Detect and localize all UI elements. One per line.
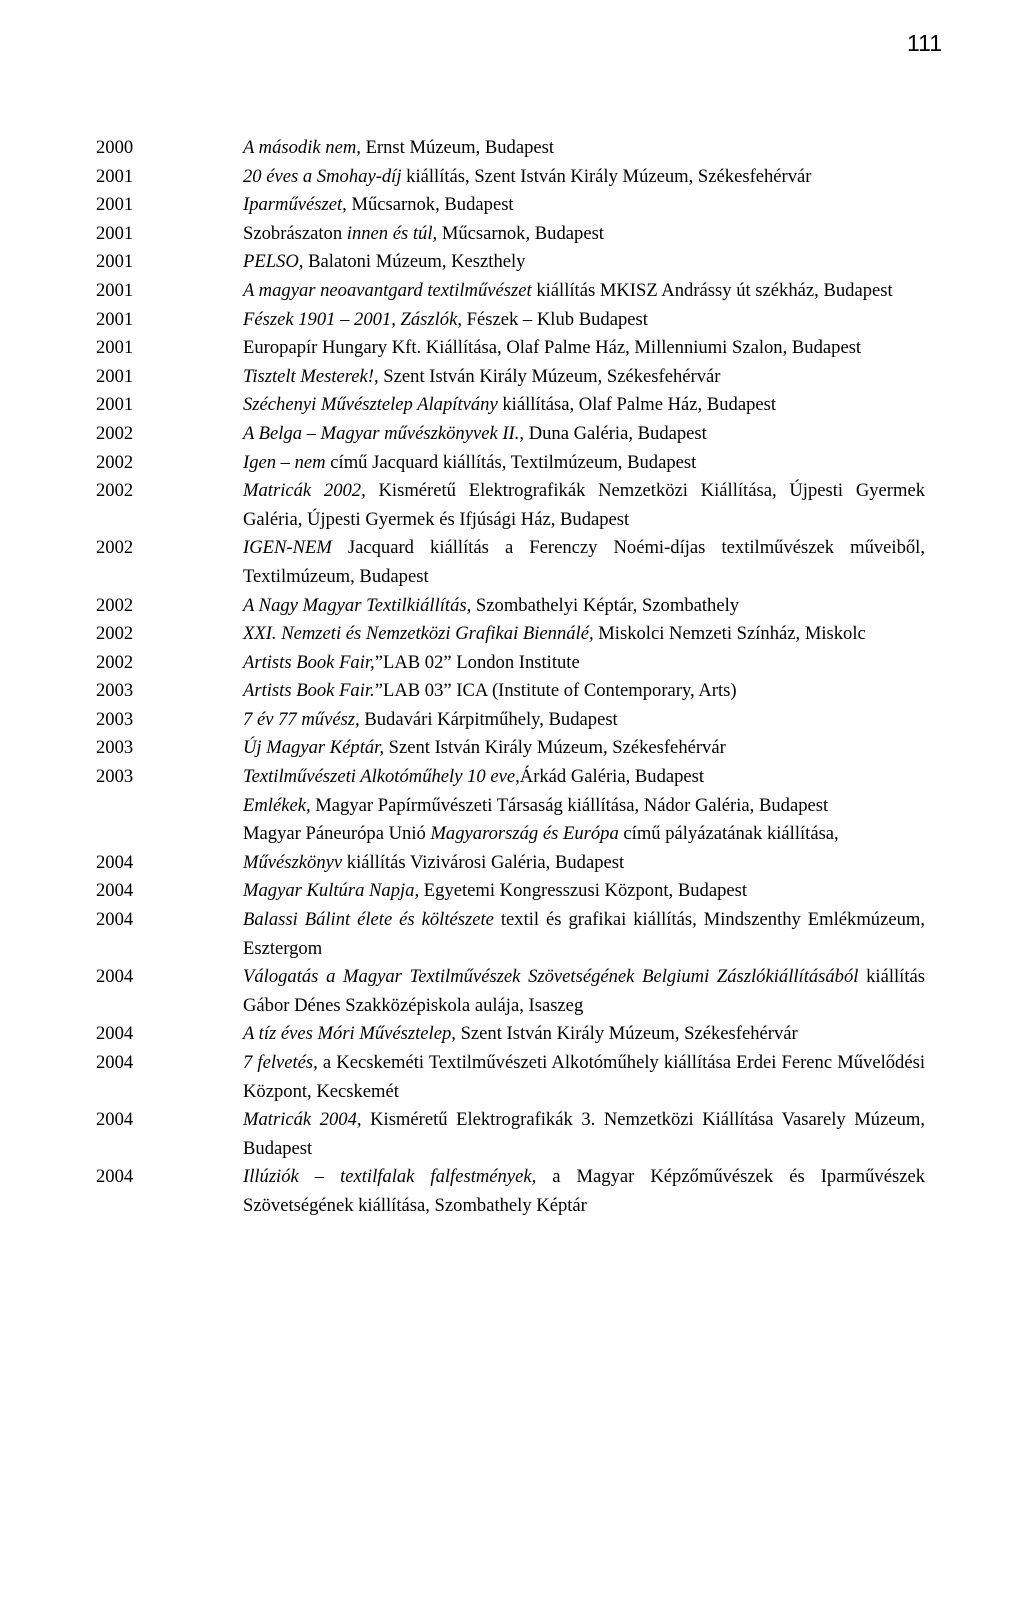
entry-year: 2003 (96, 766, 134, 788)
exhibition-entry (96, 877, 926, 906)
entry-year: 2002 (96, 623, 134, 645)
entry-description (243, 534, 925, 591)
entry-year: 2002 (96, 594, 134, 616)
entry-title: XXI. Nemzeti és Nemzetközi Grafikai Biennálé, (243, 623, 594, 645)
exhibition-entry (96, 363, 926, 392)
exhibition-list (96, 134, 926, 1221)
exhibition-entry (96, 191, 926, 220)
entry-title: A tíz éves Móri Művésztelep, (243, 1023, 456, 1045)
exhibition-entry (96, 849, 926, 878)
entry-description (243, 592, 925, 621)
exhibition-entry (96, 420, 926, 449)
entry-details: kiállítása, Olaf Palme Ház, Budapest (497, 394, 777, 416)
entry-details: Műcsarnok, Budapest (346, 194, 514, 216)
entry-details: , Szent István Király Múzeum, Székesfehérvár (374, 365, 721, 387)
entry-year: 2004 (96, 1166, 134, 1188)
entry-title: Artists Book Fair. (243, 680, 375, 702)
entry-description (243, 363, 925, 392)
entry-title: Textilművészeti Alkotóműhely 10 eve, (243, 766, 520, 788)
entry-description (243, 220, 925, 249)
entry-title: Széchenyi Művésztelep Alapítvány (243, 394, 498, 416)
entry-details: a Kecskeméti Textilművészeti Alkotóműhely kiállítása Erdei Ferenc Művelődési Központ, Kecskemét (243, 1052, 926, 1102)
entry-details: Europapír Hungary Kft. Kiállítása, Olaf Palme Ház, Millenniumi Szalon, Budapest (243, 337, 862, 359)
entry-description (243, 1106, 925, 1163)
entry-details: című pályázatának kiállítása, (618, 823, 839, 845)
exhibition-entry (96, 391, 926, 420)
exhibition-entry (96, 220, 926, 249)
exhibition-entry (96, 477, 926, 534)
entry-details: a Magyar Képzőművészek és Iparművészek Szövetségének kiállítása, Szombathely Képtár (243, 1166, 925, 1216)
entry-details: kiállítás MKISZ Andrássy út székház, Budapest (531, 279, 893, 301)
entry-details: ”LAB 02” London Institute (374, 651, 580, 673)
exhibition-entry (96, 963, 926, 1020)
exhibition-entry (96, 1163, 926, 1220)
entry-details: Szent István Király Múzeum, Székesfehérvár (384, 737, 726, 759)
exhibition-entry (96, 134, 926, 163)
entry-title: A magyar neoavantgard textilművészet (243, 279, 532, 301)
entry-description (243, 877, 925, 906)
exhibition-entry (96, 334, 926, 363)
entry-details: című Jacquard kiállítás, Textilmúzeum, Budapest (325, 451, 697, 473)
entry-description (243, 906, 925, 963)
entry-title: Balassi Bálint élete és költészete (243, 909, 494, 931)
entry-description (243, 391, 925, 420)
entry-description (243, 763, 925, 792)
entry-title: Művészkönyv (243, 851, 343, 873)
entry-details: , Duna Galéria, Budapest (519, 422, 707, 444)
entry-details: Egyetemi Kongresszusi Központ, Budapest (419, 880, 748, 902)
entry-details: kiállítás Gábor Dénes Szakközépiskola aulája, Isaszeg (243, 966, 925, 1016)
entry-description (243, 849, 925, 878)
entry-title: Magyarország és Európa (430, 823, 619, 845)
exhibition-entry (96, 1106, 926, 1163)
entry-title: Magyar Kultúra Napja, (243, 880, 420, 902)
entry-year: 2002 (96, 651, 134, 673)
entry-details: Kisméretű Elektrografikák 3. Nemzetközi Kiállítása Vasarely Múzeum, Budapest (243, 1109, 925, 1159)
entry-description (243, 620, 925, 649)
exhibition-entry (96, 592, 926, 621)
entry-description (243, 306, 925, 335)
entry-description (243, 963, 925, 1020)
entry-year: 2002 (96, 537, 134, 559)
entry-details: Árkád Galéria, Budapest (519, 766, 705, 788)
entry-details: Miskolci Nemzeti Színház, Miskolc (593, 623, 866, 645)
entry-description (243, 706, 925, 735)
entry-year: 2001 (96, 337, 134, 359)
exhibition-entry (96, 677, 926, 706)
exhibition-entry (96, 1049, 926, 1106)
entry-details: Magyar Páneurópa Unió (243, 823, 431, 845)
entry-description (243, 449, 925, 478)
entry-year: 2001 (96, 279, 134, 301)
entry-title: A Nagy Magyar Textilkiállítás, (243, 594, 472, 616)
exhibition-entry (96, 792, 926, 821)
exhibition-entry (96, 706, 926, 735)
entry-year: 2004 (96, 1052, 134, 1073)
exhibition-entry (96, 906, 926, 963)
exhibition-entry (96, 306, 926, 335)
entry-description (243, 734, 925, 763)
exhibition-entry (96, 649, 926, 678)
entry-details: Kisméretű Elektrografikák Nemzetközi Kiállítása, Újpesti Gyermek Galéria, Újpesti Gyermek és Ifjúsági Ház, Budapest (243, 480, 926, 530)
exhibition-entry (96, 1020, 926, 1049)
entry-title: 7 év 77 művész, (243, 708, 360, 730)
entry-description (243, 420, 925, 449)
entry-description (243, 1163, 925, 1220)
entry-details: ”LAB 03” ICA (Institute of Contemporary, Arts) (374, 680, 737, 702)
entry-year: 2004 (96, 1023, 134, 1045)
entry-title: Illúziók – textilfalak falfestmények, (243, 1166, 537, 1188)
entry-details: textil és grafikai kiállítás, Mindszenthy Emlékmúzeum, Esztergom (243, 909, 925, 959)
entry-year: 2001 (96, 308, 134, 330)
entry-title: Matricák 2002, (243, 480, 366, 502)
entry-title: Tisztelt Mesterek! (243, 365, 374, 387)
entry-title: Matricák 2004, (243, 1109, 362, 1131)
entry-year: 2002 (96, 422, 134, 444)
entry-year: 2004 (96, 851, 134, 873)
entry-year: 2004 (96, 880, 134, 902)
exhibition-entry (96, 620, 926, 649)
entry-description (243, 792, 925, 821)
entry-description (243, 134, 925, 163)
entry-title: A második nem, (243, 137, 361, 158)
entry-description (243, 163, 925, 192)
entry-year: 2004 (96, 1109, 134, 1131)
entry-description (243, 248, 925, 277)
entry-title: 7 felvetés, (243, 1052, 318, 1073)
entry-details: kiállítás, Szent István Király Múzeum, Székesfehérvár (401, 165, 812, 187)
entry-details: Szent István Király Múzeum, Székesfehérvár (455, 1023, 798, 1045)
entry-description (243, 649, 925, 678)
entry-description (243, 820, 925, 849)
entry-year: 2002 (96, 480, 134, 502)
entry-title: PELSO, (243, 251, 304, 273)
entry-description (243, 334, 925, 363)
entry-details: Magyar Papírművészeti Társaság kiállítása, Nádor Galéria, Budapest (310, 794, 829, 816)
entry-year: 2001 (96, 165, 134, 187)
entry-title: Fészek 1901 – 2001, Zászlók, (243, 308, 462, 330)
entry-description (243, 677, 925, 706)
entry-year: 2001 (96, 251, 134, 273)
entry-title: innen és túl, (346, 222, 438, 244)
entry-description (243, 477, 925, 534)
entry-description (243, 1020, 925, 1049)
exhibition-entry (96, 277, 926, 306)
entry-year: 2003 (96, 680, 134, 702)
entry-year: 2003 (96, 708, 134, 730)
entry-year: 2000 (96, 137, 134, 158)
entry-title: IGEN-NEM (243, 537, 332, 559)
entry-details: Balatoni Múzeum, Keszthely (303, 251, 526, 273)
exhibition-entry (96, 163, 926, 192)
entry-details: Jacquard kiállítás a Ferenczy Noémi-díjas textilművészek műveiből, Textilmúzeum, Budapest (243, 537, 925, 587)
entry-title: A Belga – Magyar művészkönyvek II. (243, 422, 520, 444)
entry-year: 2002 (96, 451, 134, 473)
entry-year: 2004 (96, 966, 134, 988)
entry-details: Szobrászaton (243, 222, 347, 244)
entry-title: Artists Book Fair, (243, 651, 375, 673)
entry-description (243, 1049, 925, 1106)
exhibition-entry (96, 248, 926, 277)
exhibition-entry (96, 763, 926, 792)
entry-year: 2001 (96, 365, 134, 387)
entry-title: 20 éves a Smohay-díj (243, 165, 402, 187)
entry-year: 2001 (96, 194, 134, 216)
entry-details: Budavári Kárpitműhely, Budapest (359, 708, 618, 730)
entry-details: Fészek – Klub Budapest (461, 308, 648, 330)
exhibition-entry (96, 734, 926, 763)
entry-year: 2001 (96, 222, 134, 244)
entry-details: Szombathelyi Képtár, Szombathely (471, 594, 740, 616)
entry-title: Válogatás a Magyar Textilművészek Szövetségének Belgiumi Zászlókiállításából (243, 966, 859, 988)
exhibition-entry (96, 449, 926, 478)
entry-title: Igen – nem (243, 451, 326, 473)
entry-title: Új Magyar Képtár, (243, 737, 384, 759)
entry-details: Műcsarnok, Budapest (437, 222, 604, 244)
entry-title: Emlékek, (243, 794, 311, 816)
exhibition-entry (96, 820, 926, 849)
entry-title: Iparművészet, (243, 194, 347, 216)
entry-year: 2001 (96, 394, 134, 416)
entry-details: kiállítás Vizivárosi Galéria, Budapest (342, 851, 625, 873)
entry-description (243, 191, 925, 220)
entry-description (243, 277, 925, 306)
entry-year: 2003 (96, 737, 134, 759)
exhibition-entry (96, 534, 926, 591)
page-number: 111 (907, 30, 942, 56)
entry-year: 2004 (96, 909, 134, 931)
entry-details: Ernst Múzeum, Budapest (360, 137, 555, 158)
